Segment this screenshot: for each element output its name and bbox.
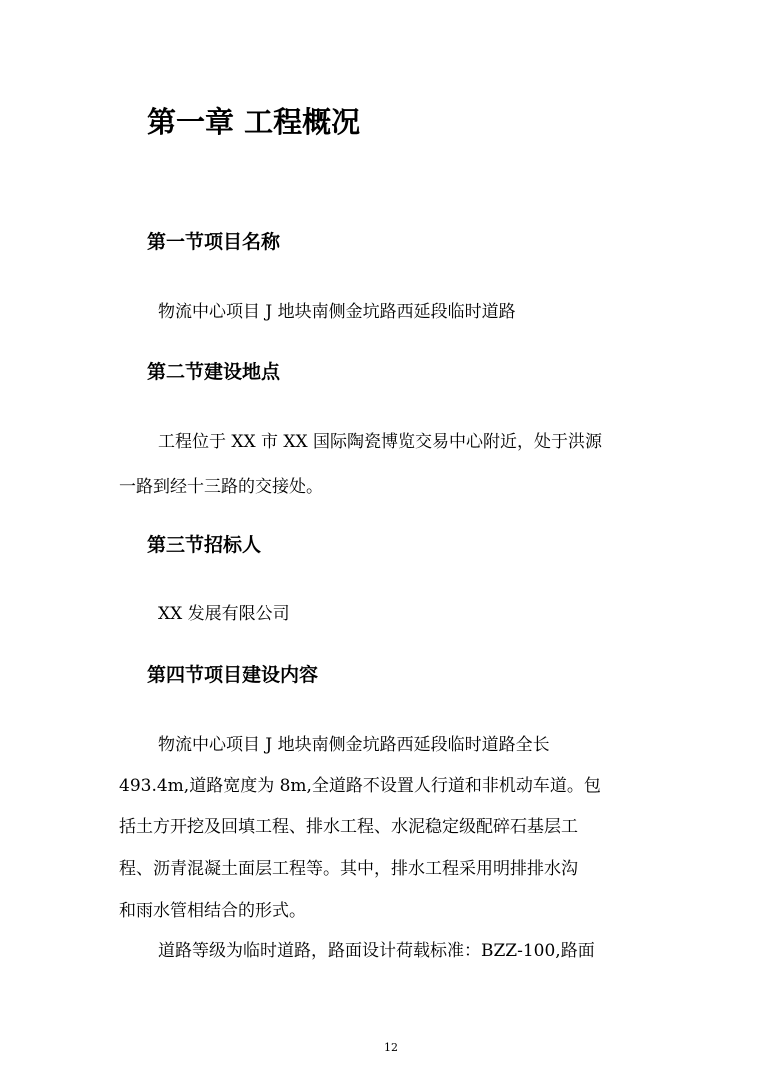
section-4-line-3: 括土方开挖及回填工程、排水工程、水泥稳定级配碎石基层工 xyxy=(119,817,578,837)
section-4-line-1: 物流中心项目 J 地块南侧金坑路西延段临时道路全长 xyxy=(158,735,550,755)
page-number: 12 xyxy=(384,1041,398,1054)
section-2-line-1: 工程位于 XX 市 XX 国际陶瓷博览交易中心附近，处于洪源 xyxy=(158,432,603,452)
section-1-heading: 第一节项目名称 xyxy=(147,231,281,253)
section-3-heading: 第三节招标人 xyxy=(147,534,262,556)
section-4-line-4: 程、沥青混凝土面层工程等。其中，排水工程采用明排排水沟 xyxy=(119,859,578,879)
section-4-line-2: 493.4m,道路宽度为 8m,全道路不设置人行道和非机动车道。包 xyxy=(119,776,601,796)
section-2-heading: 第二节建设地点 xyxy=(147,361,281,383)
section-2-line-2: 一路到经十三路的交接处。 xyxy=(119,477,323,497)
section-4-heading: 第四节项目建设内容 xyxy=(147,664,319,686)
section-4-line-5: 和雨水管相结合的形式。 xyxy=(119,901,306,921)
section-4-line-6: 道路等级为临时道路，路面设计荷载标准：BZZ-100,路面 xyxy=(158,941,595,961)
section-1-line-1: 物流中心项目 J 地块南侧金坑路西延段临时道路 xyxy=(158,302,516,322)
chapter-title: 第一章 工程概况 xyxy=(147,105,361,139)
section-3-line-1: XX 发展有限公司 xyxy=(158,604,290,624)
